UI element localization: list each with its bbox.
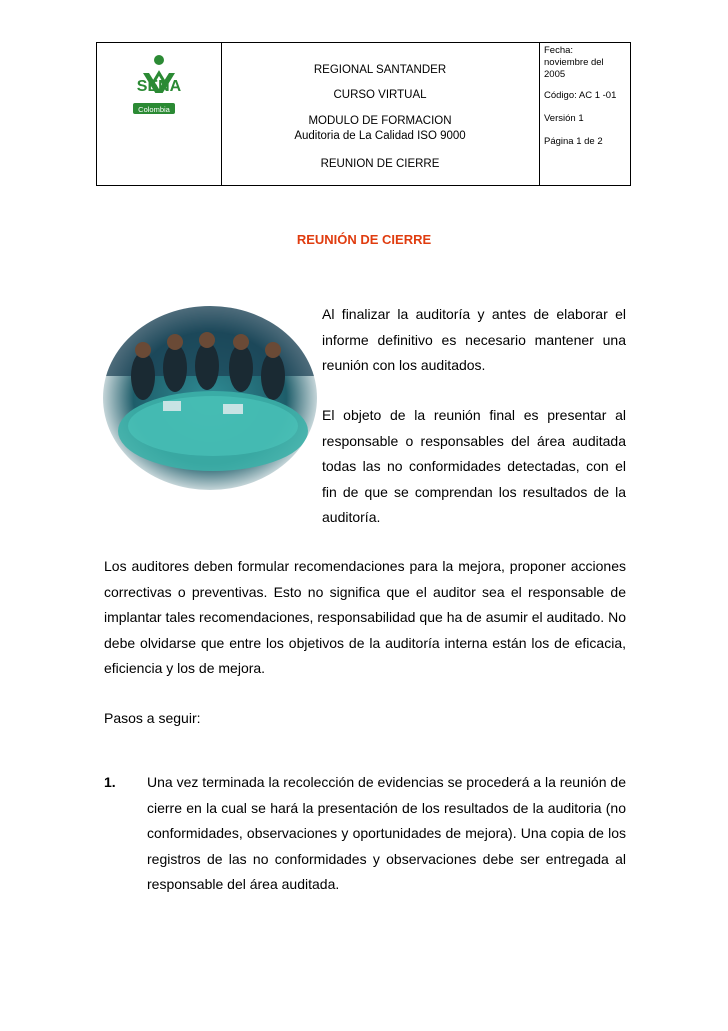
logo-subtext: Colombia bbox=[138, 105, 170, 114]
paragraph-objective: El objeto de la reunión final es presentar al responsable o responsables del área auditada todas las no conformidades detectadas, con el fin de que se comprendan los resultados de la auditoría. bbox=[322, 407, 626, 525]
document-header bbox=[96, 42, 631, 186]
header-modulo: MODULO DE FORMACION bbox=[308, 115, 452, 127]
codigo: Código: AC 1 -01 bbox=[544, 90, 617, 101]
fecha-value-line1: noviembre del bbox=[544, 57, 604, 68]
version: Versión 1 bbox=[544, 113, 584, 124]
steps-heading: Pasos a seguir: bbox=[104, 710, 201, 726]
fecha-value-line2: 2005 bbox=[544, 69, 566, 80]
fecha-label: Fecha: bbox=[544, 45, 574, 56]
header-meta-cell bbox=[539, 43, 630, 185]
paragraph-auditors: Los auditores deben formular recomendaciones para la mejora, proponer acciones correctivas o preventivas. Esto no significa que el auditor sea el responsable de implantar tales recomendaciones, responsabilidad que ha de asumir el auditado. No debe olvidarse que entre los objetivos de la auditoría interna están los de eficacia, eficiencia y los de mejora. bbox=[104, 558, 626, 676]
header-auditoria: Auditoria de La Calidad ISO 9000 bbox=[294, 130, 466, 142]
header-reunion: REUNION DE CIERRE bbox=[320, 158, 440, 170]
paragraph-intro: Al finalizar la auditoría y antes de elaborar el informe definitivo es necesario mantener una reunión con los auditados. bbox=[322, 306, 626, 373]
page-title: REUNIÓN DE CIERRE bbox=[296, 232, 432, 247]
header-curso: CURSO VIRTUAL bbox=[333, 89, 427, 101]
header-regional: REGIONAL SANTANDER bbox=[313, 64, 447, 76]
pagina: Página 1 de 2 bbox=[544, 136, 603, 147]
logo-text: SENA bbox=[136, 78, 182, 95]
sena-logo bbox=[97, 43, 221, 185]
header-title-cell bbox=[221, 43, 540, 185]
step-number: 1. bbox=[104, 774, 116, 790]
step-text: Una vez terminada la recolección de evidencias se procederá a la reunión de cierre en la cual se hará la presentación de los resultados de la auditoria (no conformidades, observaciones y oportunidades de mejora). Una copia de los registros de las no conformidades y observaciones debe ser entregada al responsable del área auditada. bbox=[147, 774, 626, 892]
logo-cell bbox=[97, 43, 222, 185]
meeting-photo bbox=[103, 306, 317, 490]
